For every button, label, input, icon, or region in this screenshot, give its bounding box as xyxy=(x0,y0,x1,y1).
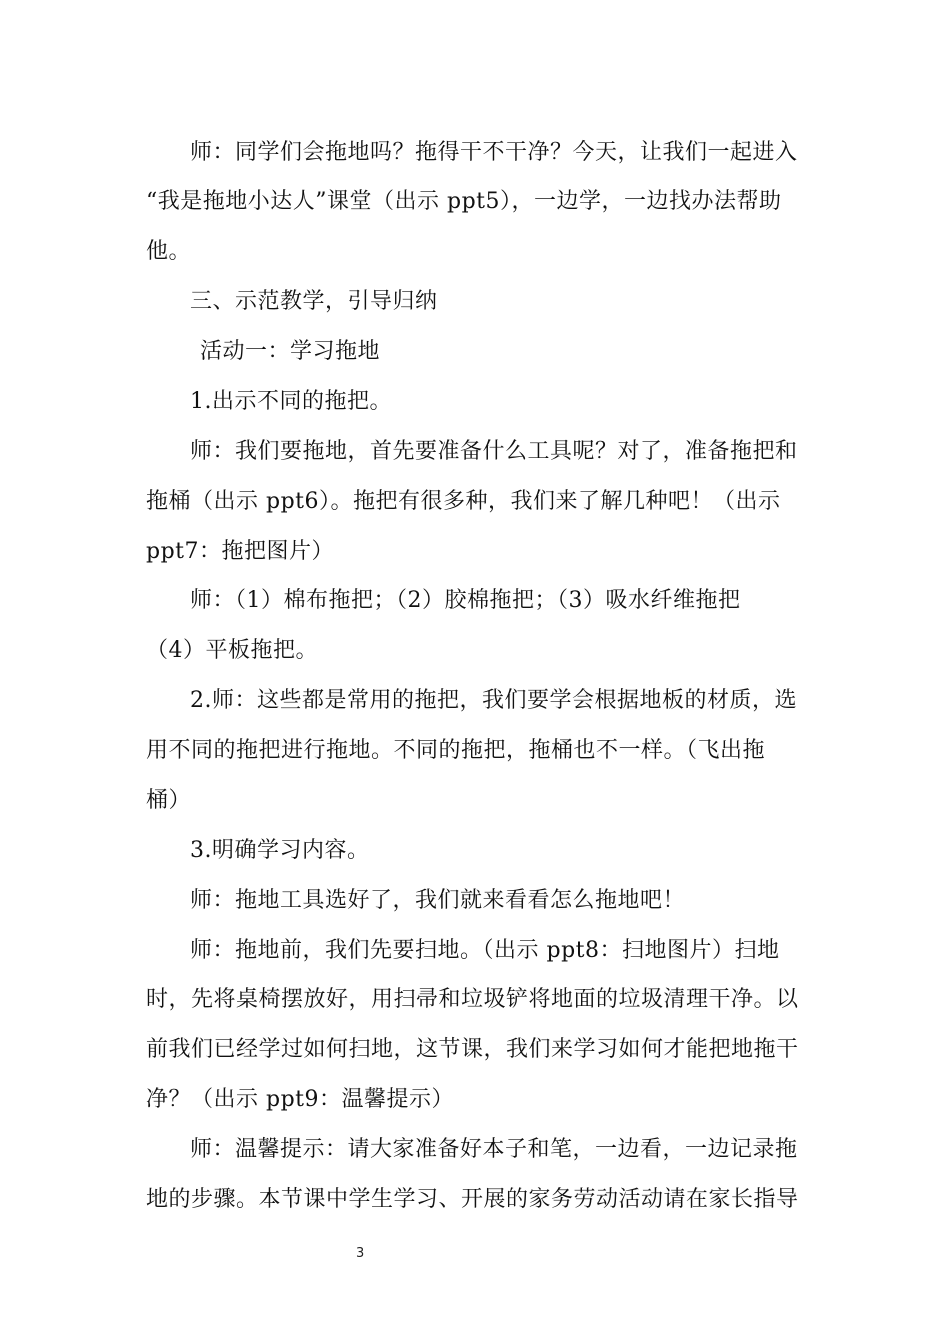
activity-heading: 活动一：学习拖地 xyxy=(200,339,381,364)
paragraph-line: 地的步骤。本节课中学生学习、开展的家务劳动活动请在家长指导 xyxy=(146,1187,799,1212)
paragraph-line: 师：温馨提示：请大家准备好本子和笔，一边看，一边记录拖 xyxy=(190,1137,798,1162)
paragraph-line: 他。 xyxy=(146,239,192,264)
section-heading: 三、示范教学，引导归纳 xyxy=(190,289,438,314)
paragraph-line: “我是拖地小达人”课堂（出示 ppt5），一边学，一边找办法帮助 xyxy=(146,189,782,214)
list-item: 2.师：这些都是常用的拖把，我们要学会根据地板的材质，选 xyxy=(190,688,797,713)
list-item: 3.明确学习内容。 xyxy=(190,838,370,863)
page-number: 3 xyxy=(356,1246,365,1261)
paragraph-line: 桶） xyxy=(146,788,192,813)
paragraph-line: 师：拖地前，我们先要扫地。（出示 ppt8：扫地图片）扫地 xyxy=(190,938,780,963)
paragraph-line: 时，先将桌椅摆放好，用扫帚和垃圾铲将地面的垃圾清理干净。以 xyxy=(146,987,799,1012)
paragraph-line: 师：我们要拖地，首先要准备什么工具呢？对了，准备拖把和 xyxy=(190,439,798,464)
list-item: 1.出示不同的拖把。 xyxy=(190,389,392,414)
paragraph-line: （4）平板拖把。 xyxy=(146,638,318,663)
paragraph-line: 师：拖地工具选好了，我们就来看看怎么拖地吧！ xyxy=(190,888,686,913)
paragraph-line: 师：同学们会拖地吗？拖得干不干净？今天，让我们一起进入 xyxy=(190,140,798,165)
paragraph-line: 前我们已经学过如何扫地，这节课，我们来学习如何才能把地拖干 xyxy=(146,1037,799,1062)
paragraph-line: ppt7：拖把图片） xyxy=(146,539,335,564)
paragraph-line: 师：（1）棉布拖把；（2）胶棉拖把；（3）吸水纤维拖把 xyxy=(190,588,741,613)
paragraph-line: 用不同的拖把进行拖地。不同的拖把，拖桶也不一样。（飞出拖 xyxy=(146,738,766,763)
paragraph-line: 净？（出示 ppt9：温馨提示） xyxy=(146,1087,454,1112)
paragraph-line: 拖桶（出示 ppt6）。拖把有很多种，我们来了解几种吧！（出示 xyxy=(146,489,781,514)
